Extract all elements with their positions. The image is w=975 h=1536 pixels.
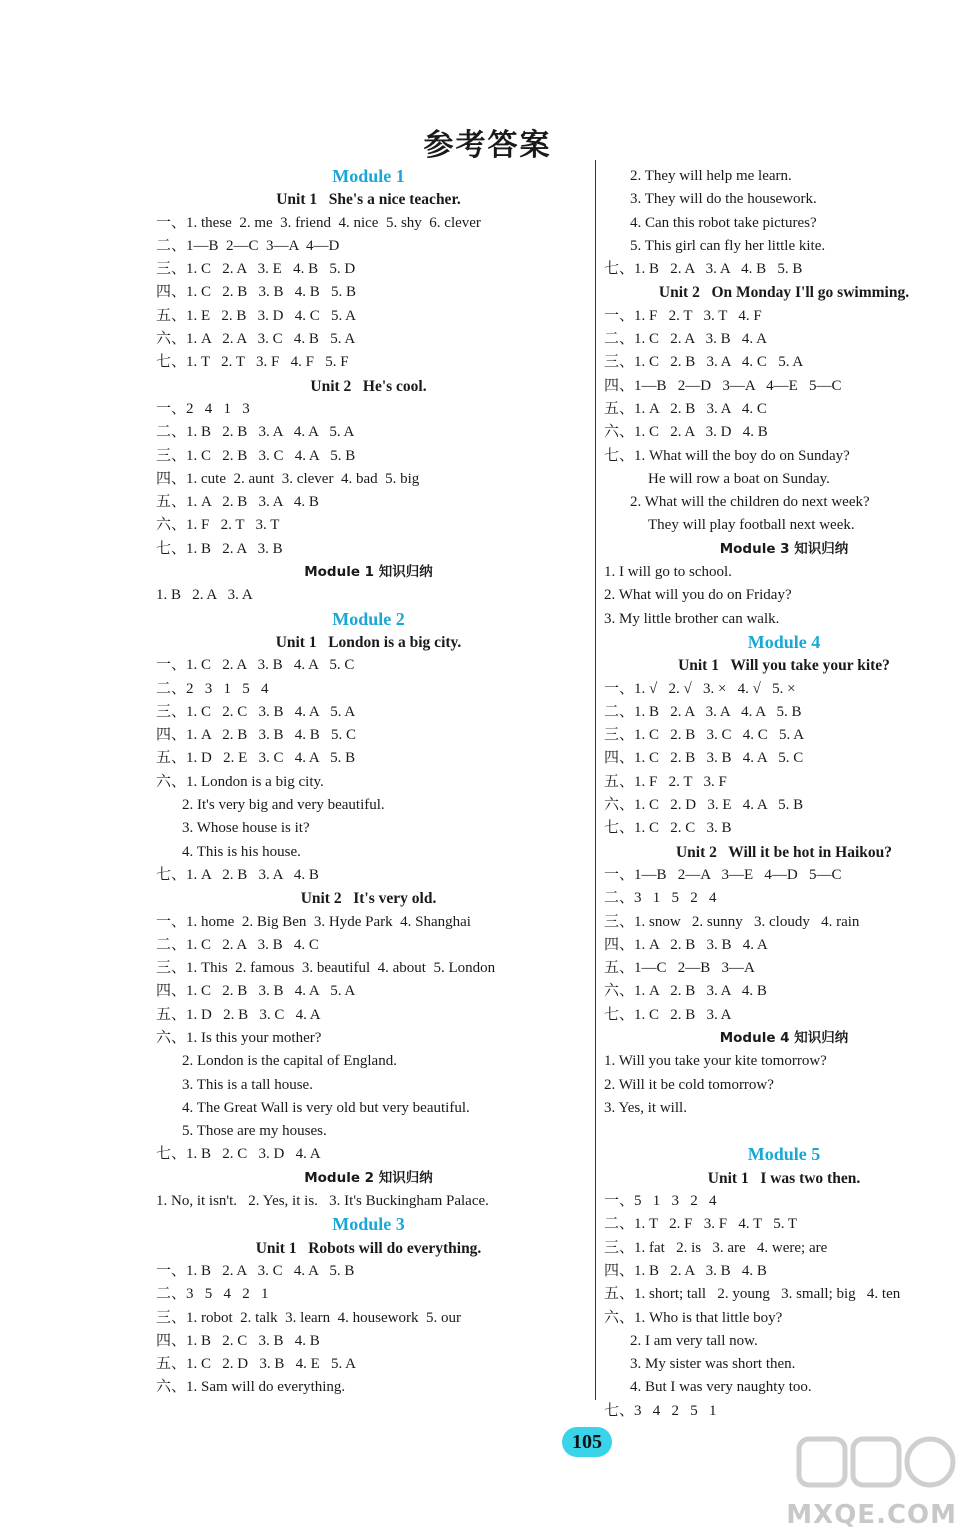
right-answer-line: 六、1. Who is that little boy?: [604, 1309, 783, 1326]
right-answer-line: 二、3 1 5 2 4: [604, 890, 717, 907]
right-answer-line: 4. Can this robot take pictures?: [630, 214, 817, 231]
left-answer-line: 3. This is a tall house.: [182, 1076, 313, 1093]
right-answer-line: 5. This girl can fly her little kite.: [630, 237, 826, 254]
right-module-heading: Module 4: [747, 631, 821, 652]
right-answer-line: 一、1. F 2. T 3. T 4. F: [604, 307, 762, 324]
left-answer-line: 二、1. C 2. A 3. B 4. C: [156, 936, 319, 953]
right-answer-line: 3. My sister was short then.: [630, 1356, 796, 1373]
right-answer-line: 一、1. √ 2. √ 3. × 4. √ 5. ×: [604, 680, 796, 697]
left-answer-line: 一、1. B 2. A 3. C 4. A 5. B: [156, 1262, 355, 1279]
right-answer-line: 五、1—C 2—B 3—A: [604, 960, 755, 977]
left-answer-line: 七、1. A 2. B 3. A 4. B: [156, 866, 319, 883]
left-answer-line: 一、1. home 2. Big Ben 3. Hyde Park 4. Shanghai: [156, 913, 471, 930]
right-answer-line: 五、1. short; tall 2. young 3. small; big 4. ten: [604, 1286, 901, 1303]
left-answer-line: 六、1. Is this your mother?: [156, 1029, 322, 1046]
right-answer-line: 2. They will help me learn.: [630, 168, 792, 184]
right-answer-line: 六、1. C 2. A 3. D 4. B: [604, 424, 768, 441]
right-answer-line: 三、1. fat 2. is 3. are 4. were; are: [604, 1239, 828, 1256]
right-answer-line: 一、5 1 3 2 4: [604, 1193, 717, 1210]
left-answer-line: 六、1. Sam will do everything.: [156, 1379, 346, 1396]
right-unit-heading: Unit 1 I was two then.: [707, 1169, 861, 1187]
left-answer-line: 四、1. A 2. B 3. B 4. B 5. C: [156, 727, 357, 744]
right-answer-line: 一、1—B 2—A 3—E 4—D 5—C: [604, 866, 842, 883]
right-answer-line: 1. Will you take your kite tomorrow?: [604, 1053, 827, 1070]
right-spacer: [604, 1120, 964, 1143]
right-answer-line: 2. What will the children do next week?: [630, 494, 870, 511]
right-answer-line: 二、1. T 2. F 3. F 4. T 5. T: [604, 1216, 798, 1233]
left-answer-line: 5. Those are my houses.: [182, 1123, 327, 1140]
right-answer-line: 七、1. What will the boy do on Sunday?: [604, 447, 850, 464]
left-answer-line: 六、1. London is a big city.: [156, 773, 324, 790]
right-answer-line: 四、1. B 2. A 3. B 4. B: [604, 1262, 767, 1279]
left-answer-line: 七、1. B 2. A 3. B: [156, 540, 283, 557]
right-module-heading: Module 5: [747, 1144, 821, 1165]
left-answer-line: 七、1. B 2. C 3. D 4. A: [156, 1146, 321, 1163]
left-answer-line: 2. London is the capital of England.: [182, 1053, 397, 1070]
left-answer-line: 三、1. C 2. C 3. B 4. A 5. A: [156, 703, 356, 720]
right-answer-line: 三、1. snow 2. sunny 3. cloudy 4. rain: [604, 913, 860, 930]
right-answer-line: 四、1—B 2—D 3—A 4—E 5—C: [604, 377, 842, 394]
left-answer-line: 三、1. robot 2. talk 3. learn 4. housework 5. our: [156, 1309, 461, 1326]
left-unit-heading: Unit 2 It's very old.: [300, 890, 437, 908]
left-answer-line: 2. It's very big and very beautiful.: [182, 797, 385, 814]
right-answer-line: 二、1. C 2. A 3. B 4. A: [604, 331, 767, 348]
left-answer-line: 一、1. C 2. A 3. B 4. A 5. C: [156, 657, 355, 674]
left-answer-line: 五、1. D 2. E 3. C 4. A 5. B: [156, 750, 356, 767]
right-answer-line: 三、1. C 2. B 3. A 4. C 5. A: [604, 354, 804, 371]
left-answer-line: 4. The Great Wall is very old but very beautiful.: [182, 1099, 470, 1116]
right-answer-line: 3. My little brother can walk.: [604, 610, 780, 627]
left-module-heading: Module 1: [332, 166, 405, 186]
right-answer-line: 2. What will you do on Friday?: [604, 587, 792, 604]
right-answer-line: They will play football next week.: [648, 517, 855, 534]
left-unit-heading: Unit 2 He's cool.: [310, 377, 427, 395]
left-answer-line: 1. B 2. A 3. A: [156, 587, 253, 604]
right-answer-line: 七、3 4 2 5 1: [604, 1402, 717, 1419]
right-answer-line: He will row a boat on Sunday.: [648, 470, 830, 487]
right-answer-line: 3. They will do the housework.: [630, 191, 817, 208]
right-answer-line: 2. Will it be cold tomorrow?: [604, 1076, 774, 1093]
left-module-heading: Module 3: [332, 1214, 405, 1235]
left-answer-line: 三、1. C 2. B 3. C 4. A 5. B: [156, 447, 356, 464]
left-answer-line: 六、1. F 2. T 3. T: [156, 517, 280, 534]
right-answer-line: 七、1. C 2. B 3. A: [604, 1006, 732, 1023]
right-summary-heading: Module 4 知识归纳: [719, 1029, 849, 1046]
right-answer-line: 六、1. C 2. D 3. E 4. A 5. B: [604, 797, 804, 814]
right-answer-column: [604, 165, 964, 1423]
left-answer-line: 五、1. D 2. B 3. C 4. A: [156, 1006, 321, 1023]
right-answer-line: 3. Yes, it will.: [604, 1099, 687, 1116]
left-answer-line: 七、1. T 2. T 3. F 4. F 5. F: [156, 354, 349, 371]
right-unit-heading: Unit 1 Will you take your kite?: [678, 657, 890, 675]
left-answer-line: 一、2 4 1 3: [156, 400, 250, 417]
left-answer-line: 一、1. these 2. me 3. friend 4. nice 5. shy 6. clever: [156, 214, 481, 231]
right-answer-line: 三、1. C 2. B 3. C 4. C 5. A: [604, 727, 805, 744]
left-answer-line: 四、1. cute 2. aunt 3. clever 4. bad 5. big: [156, 470, 420, 487]
right-unit-heading: Unit 2 On Monday I'll go swimming.: [658, 284, 910, 302]
right-answer-line: 1. I will go to school.: [604, 564, 732, 581]
left-answer-line: 四、1. C 2. B 3. B 4. A 5. A: [156, 983, 356, 1000]
right-answer-line: 四、1. C 2. B 3. B 4. A 5. C: [604, 750, 804, 767]
right-answer-line: 五、1. F 2. T 3. F: [604, 773, 727, 790]
left-answer-line: 四、1. B 2. C 3. B 4. B: [156, 1332, 320, 1349]
left-answer-line: 四、1. C 2. B 3. B 4. B 5. B: [156, 284, 357, 301]
left-answer-column: [156, 165, 581, 1400]
page-title: 参考答案: [423, 128, 552, 163]
left-answer-line: 3. Whose house is it?: [182, 820, 310, 837]
left-answer-line: 二、3 5 4 2 1: [156, 1286, 269, 1303]
left-answer-line: 五、1. E 2. B 3. D 4. C 5. A: [156, 307, 357, 324]
left-answer-line: 六、1. A 2. A 3. C 4. B 5. A: [156, 331, 356, 348]
right-answer-line: 四、1. A 2. B 3. B 4. A: [604, 936, 768, 953]
left-unit-heading: Unit 1 London is a big city.: [275, 633, 462, 651]
left-module-heading: Module 2: [332, 608, 405, 629]
column-divider: [595, 160, 596, 1400]
left-unit-heading: Unit 1 Robots will do everything.: [255, 1239, 482, 1257]
left-answer-line: 五、1. C 2. D 3. B 4. E 5. A: [156, 1356, 357, 1373]
watermark-site: MXQE.COM: [786, 1500, 957, 1530]
left-answer-line: 4. This is his house.: [182, 843, 301, 860]
left-answer-line: 五、1. A 2. B 3. A 4. B: [156, 494, 319, 511]
left-summary-heading: Module 2 知识归纳: [304, 1169, 433, 1186]
right-summary-heading: Module 3 知识归纳: [719, 540, 849, 557]
left-answer-line: 二、1—B 2—C 3—A 4—D: [156, 237, 340, 254]
right-unit-heading: Unit 2 Will it be hot in Haikou?: [675, 843, 893, 861]
left-answer-line: 二、2 3 1 5 4: [156, 680, 269, 697]
left-answer-line: 三、1. This 2. famous 3. beautiful 4. about 5. London: [156, 960, 496, 977]
left-unit-heading: Unit 1 She's a nice teacher.: [276, 191, 461, 209]
right-answer-line: 五、1. A 2. B 3. A 4. C: [604, 400, 767, 417]
right-answer-line: 六、1. A 2. B 3. A 4. B: [604, 983, 767, 1000]
right-answer-line: 七、1. C 2. C 3. B: [604, 820, 732, 837]
right-answer-line: 二、1. B 2. A 3. A 4. A 5. B: [604, 703, 802, 720]
left-answer-line: 1. No, it isn't. 2. Yes, it is. 3. It's Buckingham Palace.: [156, 1193, 489, 1210]
right-answer-line: 2. I am very tall now.: [630, 1332, 758, 1349]
left-answer-line: 三、1. C 2. A 3. E 4. B 5. D: [156, 261, 356, 278]
right-answer-line: 七、1. B 2. A 3. A 4. B 5. B: [604, 261, 803, 278]
page-number: 105: [562, 1427, 612, 1457]
left-answer-line: 二、1. B 2. B 3. A 4. A 5. A: [156, 424, 355, 441]
left-summary-heading: Module 1 知识归纳: [304, 564, 433, 581]
right-answer-line: 4. But I was very naughty too.: [630, 1379, 812, 1396]
